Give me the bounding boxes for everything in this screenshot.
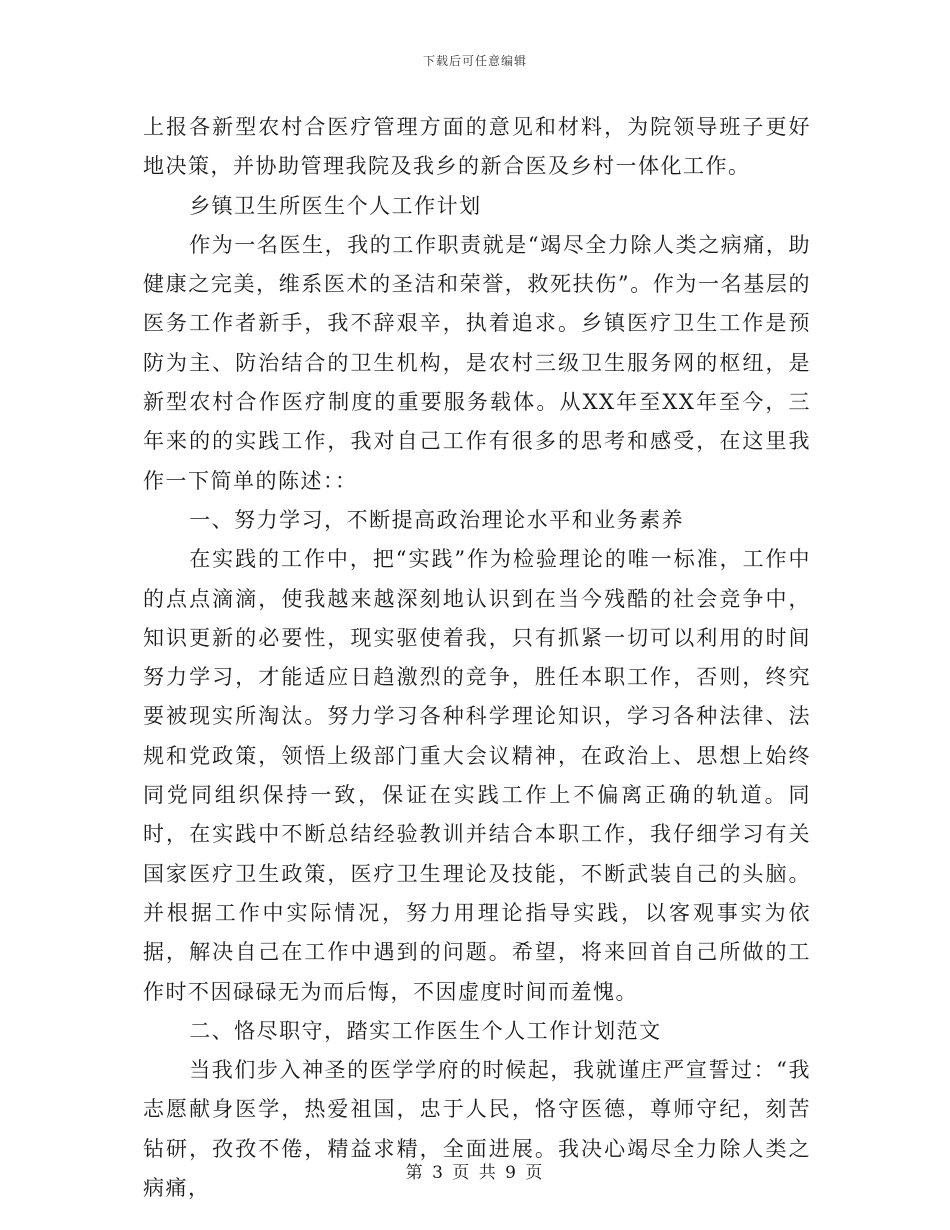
paragraph: 上报各新型农村合医疗管理方面的意见和材料，为院领导班子更好地决策，并协助管理我院及我乡的新合医及乡村一体化工作。 [143,115,811,179]
paragraph: 当我们步入神圣的医学学府的时候起，我就谨庄严宣誓过：“我志愿献身医学，热爱祖国，忠于人民，恪守医德，尊师守纪，刻苦钻研，孜孜不倦，精益求精，全面进展。我决心竭尽全力除人类之病痛， [143,1058,811,1201]
section-title: 乡镇卫生所医生个人工作计划 [189,193,482,218]
paragraph: 在实践的工作中，把“实践”作为检验理论的唯一标准，工作中的点点滴滴，使我越来越深刻地认识到在当今残酷的社会竞争中，知识更新的必要性，现实驱使着我，只有抓紧一切可以利用的时间努力学习，才能适应日趋激烈的竞争，胜任本职工作，否则，终究要被现实所淘汰。努力学习各种科学理论知识，学习各种法律、法规和党政策，领悟上级部门重大会议精神，在政治上、思想上始终同党同组织保持一致，保证在实践工作上不偏离正确的轨道。同时，在实践中不断总结经验教训并结合本职工作，我仔细学习有关国家医疗卫生政策，医疗卫生理论及技能，不断武装自己的头脑。并根据工作中实际情况，努力用理论指导实践，以客观事实为依据，解决自己在工作中遇到的问题。希望，将来回首自己所做的工作时不因碌碌无为而后悔，不因虚度时间而羞愧。 [143,547,811,1004]
document-body [143,108,811,1208]
section-heading: 二、恪尽职守，踏实工作医生个人工作计划范文 [189,1018,662,1043]
paragraph: 作为一名医生，我的工作职责就是“竭尽全力除人类之病痛，助健康之完美，维系医术的圣洁和荣誉，救死扶伤”。作为一名基层的医务工作者新手，我不辞艰辛，执着追求。乡镇医疗卫生工作是预防为主、防治结合的卫生机构，是农村三级卫生服务网的枢纽，是新型农村合作医疗制度的重要服务载体。从XX年至XX年至今，三年来的的实践工作，我对自己工作有很多的思考和感受，在这里我作一下简单的陈述：： [143,232,811,493]
section-heading: 一、努力学习，不断提高政治理论水平和业务素养 [189,507,685,532]
page-number: 第 3 页 共 9 页 [405,1163,545,1183]
page-header: 下载后可任意编辑 [422,54,527,68]
